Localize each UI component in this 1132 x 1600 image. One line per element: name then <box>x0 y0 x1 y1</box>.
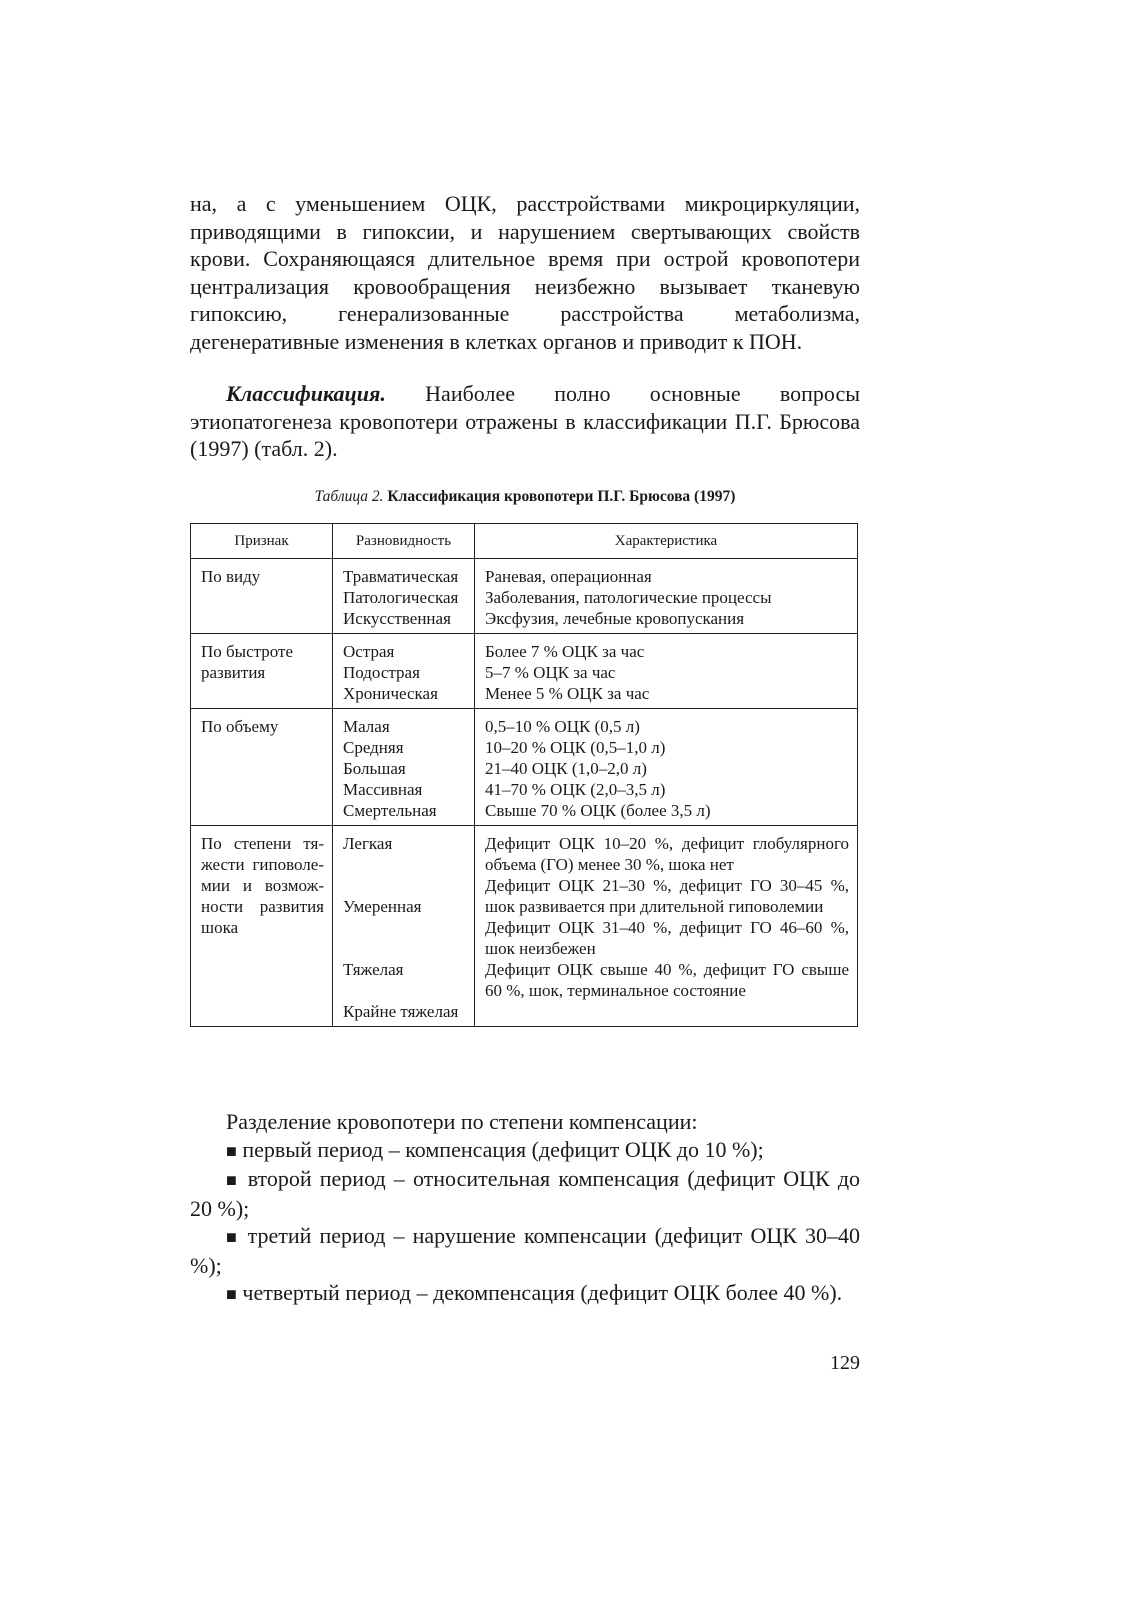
type-item: Средняя <box>343 738 404 757</box>
type-item: Травматическая <box>343 567 459 586</box>
row-types <box>333 709 475 826</box>
type-item: Искусственная <box>343 609 451 628</box>
sign-line: жести гиповоле- <box>201 855 324 874</box>
bullet-square-icon: ■ <box>226 1284 237 1304</box>
list-item-text: первый период – компенсация (дефицит ОЦК до 10 %); <box>242 1136 764 1162</box>
table-caption-label: Таблица 2. <box>314 488 384 505</box>
characteristic-item: Менее 5 % ОЦК за час <box>485 684 650 703</box>
bullet-square-icon: ■ <box>226 1227 240 1247</box>
characteristic-item: Раневая, операционная <box>485 567 652 586</box>
characteristic-item: Заболевания, патологические процессы <box>485 588 772 607</box>
row-sign: По объему <box>191 709 333 826</box>
bullet-square-icon: ■ <box>226 1140 237 1161</box>
classification-table <box>190 523 858 1027</box>
list-item <box>190 1279 860 1309</box>
type-item: Малая <box>343 717 390 736</box>
classification-lead: Классификация. <box>226 381 386 406</box>
table-header-row <box>191 524 858 559</box>
list-item-text: четвертый период – декомпенсация (дефицит ОЦК более 40 %). <box>242 1280 843 1305</box>
characteristic-item: Дефицит ОЦК 10–20 %, дефицит глобулярного объема (ГО) менее 30 %, шока нет <box>485 834 849 874</box>
header-type: Разновидность <box>333 524 475 559</box>
type-item: Легкая <box>343 834 393 853</box>
table-row <box>191 709 858 826</box>
sign-line: По степени тя- <box>201 834 324 853</box>
characteristic-item: Дефицит ОЦК 31–40 %, дефицит ГО 46–60 %, шок неизбежен <box>485 918 849 958</box>
sign-line: ности развития <box>201 897 324 916</box>
row-types <box>333 559 475 634</box>
characteristic-item: 41–70 % ОЦК (2,0–3,5 л) <box>485 780 666 799</box>
sign-line: мии и возмож- <box>201 876 324 895</box>
characteristic-item: Дефицит ОЦК свыше 40 %, дефицит ГО свыше 60 %, шок, терминальное состояние <box>485 960 849 1000</box>
row-sign: По быстроте развития <box>191 634 333 709</box>
list-item-text: второй период – относительная компенсация (дефицит ОЦК до 20 %); <box>190 1166 861 1221</box>
type-item: Подострая <box>343 663 420 682</box>
compensation-intro: Разделение кровопотери по степени компенсации: <box>226 1109 698 1134</box>
type-item: Умеренная <box>343 897 422 916</box>
intro-paragraph-block <box>190 190 860 355</box>
classification-text: Наиболее полно основные вопросы этиопатогенеза кровопотери отражены в классификации П.Г. Брюсова (1997) (табл. 2). <box>190 381 860 461</box>
table-row <box>191 634 858 709</box>
classification-paragraph-block <box>190 380 860 463</box>
header-sign: Признак <box>191 524 333 559</box>
row-characteristics <box>475 709 858 826</box>
type-item: Смертельная <box>343 801 437 820</box>
characteristic-item: 0,5–10 % ОЦК (0,5 л) <box>485 717 640 736</box>
compensation-section <box>190 1108 860 1309</box>
list-item <box>190 1165 860 1222</box>
row-characteristics <box>475 826 858 1027</box>
type-item: Крайне тяжелая <box>343 1002 459 1021</box>
type-item: Массивная <box>343 780 423 799</box>
header-characteristic: Характеристика <box>475 524 858 559</box>
characteristic-item: Более 7 % ОЦК за час <box>485 642 645 661</box>
row-types <box>333 634 475 709</box>
characteristic-item: Дефицит ОЦК 21–30 %, дефицит ГО 30–45 %, шок развивается при длительной гиповолемии <box>485 876 849 916</box>
row-types <box>333 826 475 1027</box>
row-sign: По виду <box>191 559 333 634</box>
list-item-text: третий период – нарушение компенсации (дефицит ОЦК 30–40 %); <box>190 1223 860 1278</box>
characteristic-item: Свыше 70 % ОЦК (более 3,5 л) <box>485 801 711 820</box>
row-characteristics <box>475 634 858 709</box>
table-row <box>191 559 858 634</box>
intro-paragraph: на, а с уменьшением ОЦК, расстройствами микроциркуляции, приводящими в гипоксии, и нарушением свертывающих свойств крови. Сохраняющаяся длительное время при острой кровопотери централизация кровообращения неизбежно вызывает тканевую гипоксию, генерализованные расстройства метаболизма, дегенеративные изменения в клетках органов и приводит к ПОН. <box>190 191 860 354</box>
table-caption-title: Классификация кровопотери П.Г. Брюсова (1997) <box>383 488 736 505</box>
table-row <box>191 826 858 1027</box>
type-item: Тяжелая <box>343 960 404 979</box>
characteristic-item: 5–7 % ОЦК за час <box>485 663 616 682</box>
type-item: Хроническая <box>343 684 438 703</box>
classification-paragraph <box>190 380 860 463</box>
type-item: Большая <box>343 759 406 778</box>
table-caption <box>190 488 860 506</box>
list-item <box>190 1222 860 1279</box>
characteristic-item: 21–40 ОЦК (1,0–2,0 л) <box>485 759 647 778</box>
characteristic-item: 10–20 % ОЦК (0,5–1,0 л) <box>485 738 666 757</box>
page-number: 129 <box>830 1352 860 1374</box>
row-characteristics <box>475 559 858 634</box>
type-item: Острая <box>343 642 395 661</box>
characteristic-item: Эксфузия, лечебные кровопускания <box>485 609 745 628</box>
sign-line: шока <box>201 918 239 937</box>
type-item: Патологическая <box>343 588 459 607</box>
bullet-square-icon: ■ <box>226 1170 240 1190</box>
list-item <box>190 1136 860 1166</box>
row-sign <box>191 826 333 1027</box>
